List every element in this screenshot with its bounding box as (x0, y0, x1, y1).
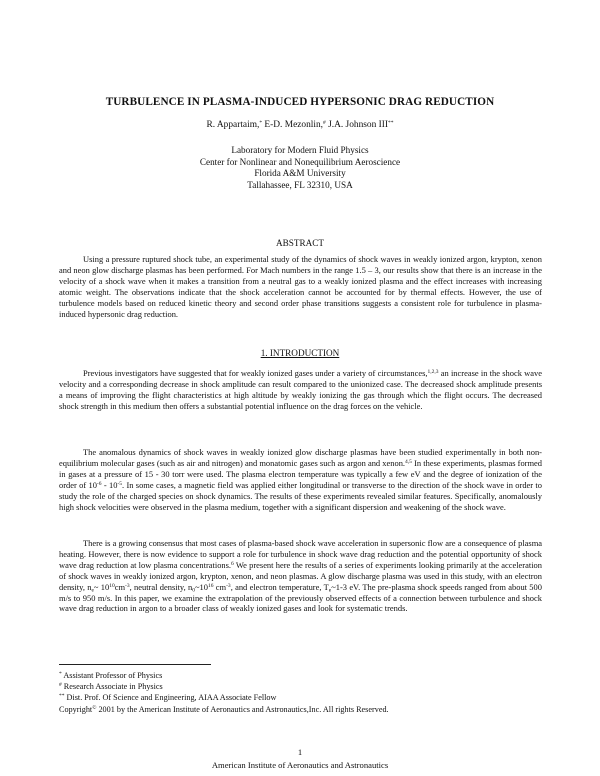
affiliation-line: Laboratory for Modern Fluid Physics (231, 145, 369, 155)
section-heading-text: 1. INTRODUCTION (260, 348, 340, 358)
author-mark: * (259, 120, 263, 126)
text-run: The anomalous dynamics of shock waves in weakly ionized glow discharge plasmas have been studied experimentally in both non-equilibrium molecular gases (such as air and nitrogen) and monatomic gases such as argon and xenon. (59, 447, 542, 468)
copyright-text: 2001 by the American Institute of Aeronautics and Astronautics,Inc. All rights Reserved. (96, 704, 389, 714)
footnote-mark: # (59, 682, 62, 689)
footnote-mark: ** (59, 693, 65, 700)
text-run: cm (213, 581, 227, 592)
abstract-text: Using a pressure ruptured shock tube, an experimental study of the dynamics of shock waves in weakly ionized argon, krypton, xenon and neon glow discharge plasmas has been performed. For Mach numbers in the range 1.5 – 3, our results show that there is an increase in the velocity of a shock wave when it makes a transition from a neutral gas to a weakly ionized plasma and the effect increases with increasing atomic weight. The observations indicate that the shock acceleration cannot be accounted for by thermal effects. However, the use of turbulence models based on reduced kinetic theory and second order phase transitions suggests a consistent role for turbulence in plasma-induced hypersonic drag reduction. (59, 254, 542, 319)
affiliation-line: Tallahassee, FL 32310, USA (247, 179, 353, 190)
paper-title: TURBULENCE IN PLASMA-INDUCED HYPERSONIC DRAG REDUCTION (105, 96, 495, 108)
text-run: - 10 (101, 479, 118, 490)
abstract-heading: ABSTRACT (276, 238, 324, 248)
footnote-1 (59, 670, 542, 681)
copyright-text: Copyright (59, 704, 93, 714)
author-mark: ** (388, 120, 394, 126)
subscript: 0 (192, 587, 195, 594)
text-run: Previous investigators have suggested that for weakly ionized gases under a variety of circumstances, (83, 368, 428, 378)
exponent: -3 (125, 582, 130, 589)
affiliation-line: Florida A&M University (254, 168, 346, 178)
text-run: , neutral density, n (129, 581, 193, 592)
intro-paragraph-2 (59, 447, 542, 512)
citation-ref: 4,5 (405, 458, 412, 465)
intro-paragraph-3 (59, 538, 542, 614)
affiliation (60, 145, 540, 191)
footnote-text: Assistant Professor of Physics (61, 671, 163, 680)
footnotes (59, 670, 542, 715)
exponent: -3 (226, 582, 231, 589)
citation-ref: 6 (231, 560, 234, 567)
footnote-2 (59, 681, 542, 692)
page-footer: American Institute of Aeronautics and Astronautics (211, 760, 389, 770)
footnote-text: Research Associate in Physics (61, 682, 163, 692)
citation-ref: 1,2,3 (427, 369, 439, 375)
intro-paragraph-1 (59, 368, 542, 412)
exponent: -5 (117, 480, 123, 487)
text-run: In these experiments, plasmas formed in gases at a pressure of 15 - 30 torr were used. The plasma electron temperature was typically a few eV and the degree of ionization of the order of 10 (59, 457, 543, 490)
author-list (60, 120, 540, 130)
copyright-symbol: © (92, 704, 97, 711)
author-johnson: J.A. Johnson III (328, 120, 389, 130)
section-heading-introduction (60, 348, 540, 358)
author-mark: # (323, 120, 326, 126)
subscript: e (328, 587, 332, 594)
subscript: e (91, 587, 94, 594)
text-run: , and electron temperature, T (230, 581, 329, 592)
text-run: an increase in the shock wave velocity and a corresponding decrease in shock amplitude can result compared to the unionized case. The decreased shock amplitude presents a means of improving the flight characteristics at high altitude by weakly ionizing the gas through which the flight occurs. The decreased shock strength in this medium then offers a substantial potential influence on the drag forces on the vehicle. (59, 368, 542, 411)
author-mezonlin: E-D. Mezonlin, (264, 120, 324, 130)
text-run: ~ 10 (93, 581, 110, 592)
text-run: There is a growing consensus that most cases of plasma-based shock wave acceleration in supersonic flow are a consequence of plasma heating. However, there is now evidence to support a role for turbulence in shock wave drag reduction and the potential opportunity of shock wave drag reduction at low plasma concentrations. (59, 538, 542, 570)
exponent: -6 (96, 480, 102, 487)
exponent: 16 (207, 582, 214, 589)
footnote-3 (59, 692, 542, 703)
text-run: ~1-3 eV. The pre-plasma shock speeds ranged from about 500 m/s to 950 m/s. In this paper, we examine the extrapolation of the previously observed effects of a connection between turbulence and shock wave drag reduction in argon to a broader class of weakly ionized gases and look for systematic trends. (59, 581, 542, 614)
text-run: ~10 (194, 581, 208, 592)
text-run: . In some cases, a magnetic field was applied either longitudinal or transverse to the direction of the shock wave in order to study the role of the charged species on shock dynamics. The results of these experiments revealed similar features. Specifically, anomalously high shock velocities were observed in the plasma medium, together with a significant dispersion and weakening of the shock wave. (59, 479, 542, 512)
author-appartaim: R. Appartaim, (206, 120, 260, 130)
copyright-notice (59, 704, 542, 715)
exponent: 10 (109, 582, 115, 589)
footnote-divider (59, 664, 211, 665)
page-number: 1 (297, 747, 303, 757)
affiliation-line: Center for Nonlinear and Nonequilibrium Aeroscience (199, 156, 401, 167)
footnote-text: Dist. Prof. Of Science and Engineering, AIAA Associate Fellow (64, 693, 277, 703)
footnote-mark: * (59, 671, 62, 677)
text-run: cm (114, 581, 126, 592)
text-run: We present here the results of a series of experiments looking primarily at the acceleration of shock waves in weakly ionized argon, krypton, xenon, and neon plasmas. A glow discharge plasma was used in this study, with an electron density, n (59, 559, 542, 592)
